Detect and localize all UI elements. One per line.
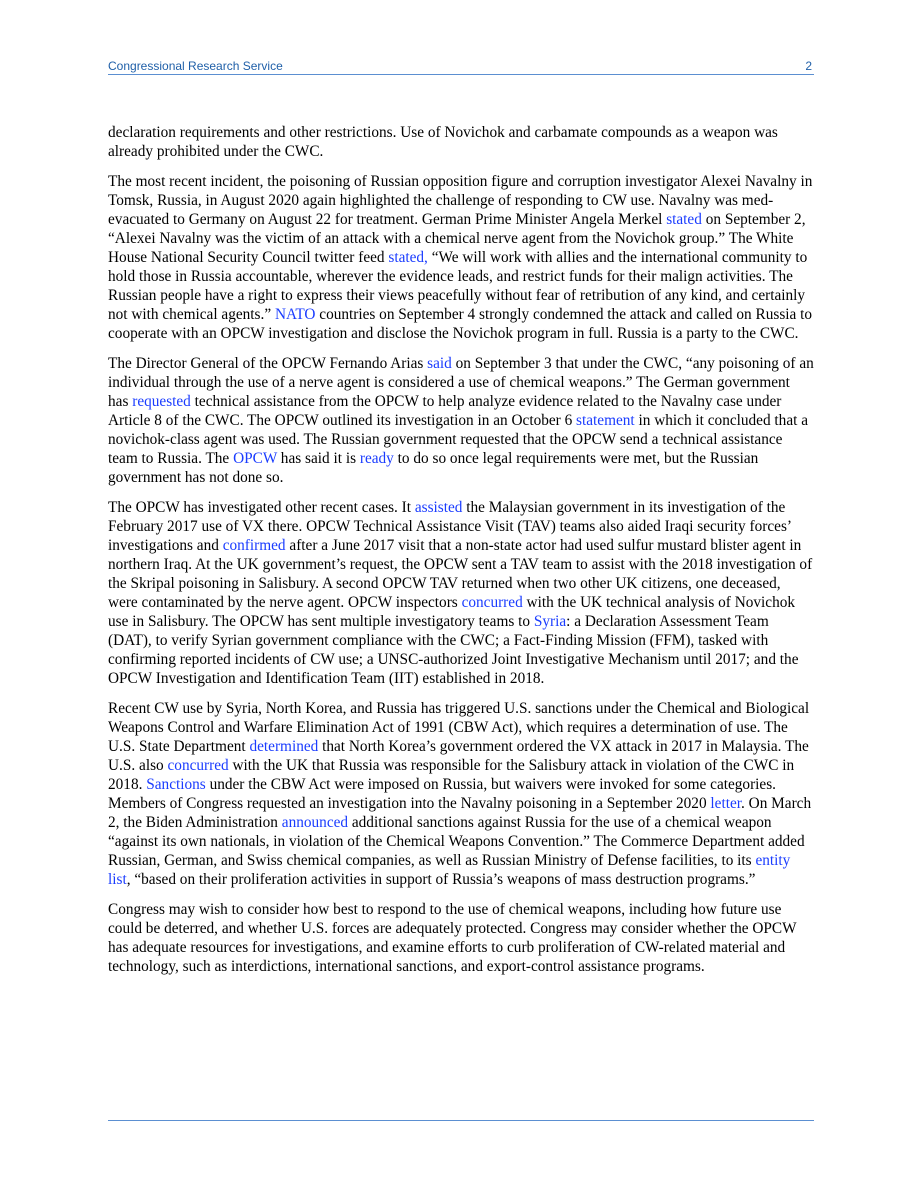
link-letter[interactable]: letter bbox=[710, 795, 742, 812]
page-header bbox=[108, 58, 814, 75]
link-statement[interactable]: statement bbox=[576, 412, 635, 429]
link-stated-nsc[interactable]: stated, bbox=[388, 249, 428, 266]
link-announced[interactable]: announced bbox=[281, 814, 349, 831]
header-source: Congressional Research Service bbox=[108, 59, 283, 73]
link-stated-merkel[interactable]: stated bbox=[666, 211, 702, 228]
link-said[interactable]: said bbox=[427, 355, 452, 372]
document-body bbox=[108, 123, 814, 987]
paragraph-5: Recent CW use by Syria, North Korea, and Russia has triggered U.S. sanctions under the Chemical and Biological Weapons Control and Warfare Elimination Act of 1991 (CBW Act), which requires a determination of use. The U.S. State Department determined that North Korea’s government ordered the VX attack in 2017 in Malaysia. The U.S. also concurred with the UK that Russia was responsible for the Salisbury attack in violation of the CWC in 2018. Sanctions under the CBW Act were imposed on Russia, but waivers were invoked for some categories. Members of Congress requested an investigation into the Navalny poisoning in a September 2020 letter. On March 2, the Biden Administration announced additional sanctions against Russia for the use of a chemical weapon “against its own nationals, in violation of the Chemical Weapons Convention.” The Commerce Department added Russian, German, and Swiss chemical companies, as well as Russian Ministry of Defense facilities, to its entity list, “based on their proliferation activities in support of Russia’s weapons of mass destruction programs.” bbox=[108, 700, 812, 888]
paragraph-3: The Director General of the OPCW Fernando Arias said on September 3 that under the CWC, “any poisoning of an individual through the use of a nerve agent is considered a use of chemical weapons.” The German government has requested technical assistance from the OPCW to help analyze evidence related to the Navalny case under Article 8 of the CWC. The OPCW outlined its investigation in an October 6 statement in which it concluded that a novichok-class agent was used. The Russian government requested that the OPCW send a technical assistance team to Russia. The OPCW has said it is ready to do so once legal requirements were met, but the Russian government has not done so. bbox=[108, 355, 814, 486]
link-determined[interactable]: determined bbox=[249, 738, 319, 755]
paragraph-6: Congress may wish to consider how best to respond to the use of chemical weapons, including how future use could be deterred, and whether U.S. forces are adequately protected. Congress may consider whether the OPCW has adequate resources for investigations, and examine efforts to curb proliferation of CW-related material and technology, such as interdictions, international sanctions, and export-control assistance programs. bbox=[108, 901, 797, 975]
paragraph-4: The OPCW has investigated other recent cases. It assisted the Malaysian government in its investigation of the February 2017 use of VX there. OPCW Technical Assistance Visit (TAV) teams also aided Iraqi security forces’ investigations and confirmed after a June 2017 visit that a non-state actor had used sulfur mustard blister agent in northern Iraq. At the UK government’s request, the OPCW sent a TAV team to assist with the 2018 investigation of the Skripal poisoning in Salisbury. A second OPCW TAV returned when two other UK citizens, one deceased, were contaminated by the nerve agent. OPCW inspectors concurred with the UK technical analysis of Novichok use in Salisbury. The OPCW has sent multiple investigatory teams to Syria: a Declaration Assessment Team (DAT), to verify Syrian government compliance with the CWC; a Fact-Finding Mission (FFM), tasked with confirming reported incidents of CW use; a UNSC-authorized Joint Investigative Mechanism until 2017; and the OPCW Investigation and Identification Team (IIT) established in 2018. bbox=[108, 499, 813, 687]
link-nato[interactable]: NATO bbox=[274, 306, 316, 323]
link-confirmed[interactable]: confirmed bbox=[222, 537, 286, 554]
link-syria[interactable]: Syria bbox=[533, 613, 567, 630]
link-sanctions[interactable]: Sanctions bbox=[146, 776, 206, 793]
footer-divider bbox=[108, 1120, 814, 1121]
link-ready[interactable]: ready bbox=[359, 450, 394, 467]
link-concurred-uk[interactable]: concurred bbox=[461, 594, 523, 611]
link-opcw[interactable]: OPCW bbox=[233, 450, 277, 467]
link-assisted[interactable]: assisted bbox=[414, 499, 463, 516]
paragraph-1: declaration requirements and other restrictions. Use of Novichok and carbamate compounds as a weapon was already prohibited under the CWC. bbox=[108, 124, 778, 160]
link-entity-list[interactable]: entity list bbox=[108, 852, 791, 888]
link-concurred-russia[interactable]: concurred bbox=[167, 757, 229, 774]
link-requested[interactable]: requested bbox=[132, 393, 191, 410]
page-number: 2 bbox=[805, 59, 812, 73]
paragraph-2: The most recent incident, the poisoning of Russian opposition figure and corruption investigator Alexei Navalny in Tomsk, Russia, in August 2020 again highlighted the challenge of responding to CW use. Navalny was med-evacuated to Germany on August 22 for treatment. German Prime Minister Angela Merkel stated on September 2, “Alexei Navalny was the victim of an attack with a chemical nerve agent from the Novichok group.” The White House National Security Council twitter feed stated, “We will work with allies and the international community to hold those in Russia accountable, wherever the evidence leads, and restrict funds for their malign activities. The Russian people have a right to express their views peacefully without fear of retribution of any kind, and certainly not with chemical agents.” NATO countries on September 4 strongly condemned the attack and called on Russia to cooperate with an OPCW investigation and disclose the Novichok program in full. Russia is a party to the CWC. bbox=[108, 173, 813, 342]
